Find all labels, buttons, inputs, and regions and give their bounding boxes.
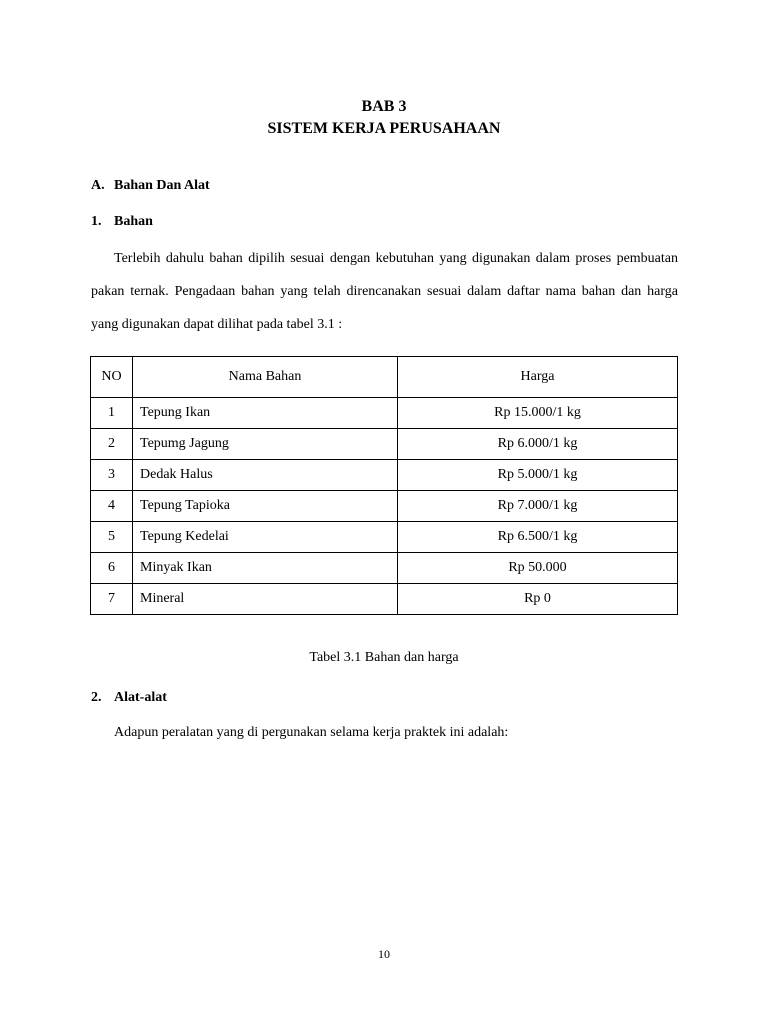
- table-row: [91, 429, 678, 460]
- table-row: [91, 522, 678, 553]
- header-no: NO: [91, 357, 133, 398]
- header-price: Harga: [398, 357, 678, 398]
- header-name: Nama Bahan: [133, 357, 398, 398]
- subsection-1-heading: [91, 214, 153, 230]
- cell-no: 3: [91, 460, 133, 491]
- cell-name: Tepung Ikan: [133, 398, 398, 429]
- cell-no: 7: [91, 584, 133, 615]
- paragraph-bahan: Terlebih dahulu bahan dipilih sesuai dengan kebutuhan yang digunakan dalam proses pembuatan pakan ternak. Pengadaan bahan yang telah direncanakan sesuai dalam daftar nama bahan dan harga yang digunakan dapat dilihat pada tabel 3.1 :: [91, 251, 678, 332]
- cell-price: Rp 7.000/1 kg: [398, 491, 678, 522]
- subsection-2-heading: [91, 690, 167, 706]
- subsection-2-title: Alat-alat: [114, 690, 167, 705]
- table-row: [91, 460, 678, 491]
- chapter-number: BAB 3: [361, 98, 407, 115]
- cell-price: Rp 50.000: [398, 553, 678, 584]
- cell-no: 2: [91, 429, 133, 460]
- table-header-row: [91, 357, 678, 398]
- cell-name: Minyak Ikan: [133, 553, 398, 584]
- cell-name: Mineral: [133, 584, 398, 615]
- chapter-title: SISTEM KERJA PERUSAHAAN: [267, 120, 501, 137]
- subsection-1-marker: 1.: [91, 214, 102, 229]
- subsection-2-marker: 2.: [91, 690, 102, 705]
- cell-name: Dedak Halus: [133, 460, 398, 491]
- section-a-heading: [91, 178, 210, 194]
- cell-no: 1: [91, 398, 133, 429]
- cell-no: 6: [91, 553, 133, 584]
- section-a-marker: A.: [91, 178, 105, 193]
- subsection-1-title: Bahan: [114, 214, 153, 229]
- paragraph-alat: Adapun peralatan yang di pergunakan selama kerja praktek ini adalah:: [114, 725, 509, 740]
- table-row: [91, 398, 678, 429]
- cell-name: Tepung Kedelai: [133, 522, 398, 553]
- materials-table: [90, 356, 678, 615]
- cell-price: Rp 5.000/1 kg: [398, 460, 678, 491]
- table-row: [91, 584, 678, 615]
- table-caption: Tabel 3.1 Bahan dan harga: [309, 650, 459, 665]
- cell-price: Rp 6.000/1 kg: [398, 429, 678, 460]
- section-a-title: Bahan Dan Alat: [114, 178, 210, 193]
- cell-name: Tepung Tapioka: [133, 491, 398, 522]
- cell-price: Rp 15.000/1 kg: [398, 398, 678, 429]
- cell-name: Tepumg Jagung: [133, 429, 398, 460]
- page-number: 10: [378, 947, 390, 961]
- table-row: [91, 491, 678, 522]
- cell-price: Rp 6.500/1 kg: [398, 522, 678, 553]
- cell-price: Rp 0: [398, 584, 678, 615]
- table-row: [91, 553, 678, 584]
- cell-no: 5: [91, 522, 133, 553]
- cell-no: 4: [91, 491, 133, 522]
